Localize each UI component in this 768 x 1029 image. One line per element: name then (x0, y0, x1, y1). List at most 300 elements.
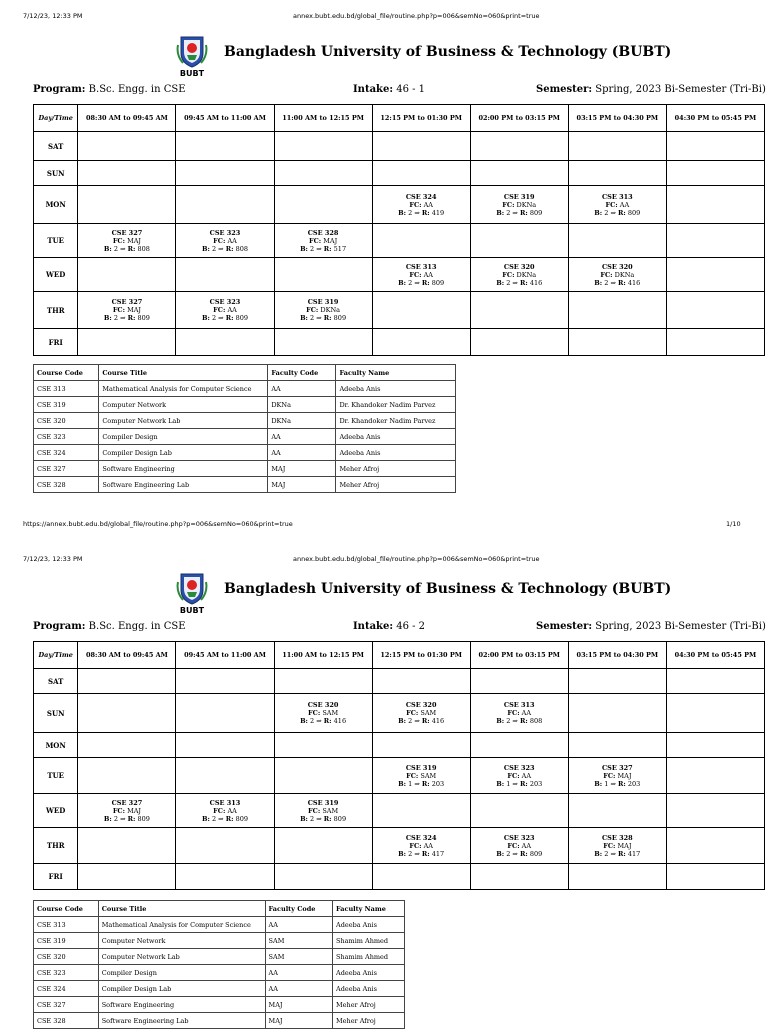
course-title-cell: Compiler Design (98, 965, 265, 981)
day-label: TUE (34, 758, 78, 794)
time-slot-header: 12:15 PM to 01:30 PM (372, 642, 470, 669)
course-column-header: Faculty Name (333, 901, 405, 917)
empty-slot (78, 758, 176, 794)
faculty-name-cell: Dr. Khandoker Nadim Parvez (336, 413, 456, 429)
empty-slot (372, 132, 470, 161)
empty-slot (666, 258, 764, 292)
empty-slot (666, 733, 764, 758)
class-slot (568, 258, 666, 292)
course-column-header: Faculty Name (336, 365, 456, 381)
empty-slot (176, 758, 274, 794)
faculty-name-cell: Meher Afroj (333, 997, 405, 1013)
empty-slot (274, 329, 372, 356)
class-slot (568, 186, 666, 224)
course-code-cell: CSE 327 (34, 997, 99, 1013)
empty-slot (176, 864, 274, 890)
class-slot (568, 758, 666, 794)
course-row (34, 917, 405, 933)
empty-slot (78, 329, 176, 356)
faculty-code: FC: MAJ (603, 841, 632, 850)
course-column-header: Course Title (98, 901, 265, 917)
course-code: CSE 319 (405, 763, 437, 772)
faculty-code: FC: AA (409, 841, 433, 850)
university-title: Bangladesh University of Business & Technology (BUBT) (224, 581, 672, 597)
time-slot-header: 02:00 PM to 03:15 PM (470, 105, 568, 132)
time-slot-header: 09:45 AM to 11:00 AM (176, 105, 274, 132)
course-row (34, 965, 405, 981)
class-slot (78, 292, 176, 329)
empty-slot (666, 864, 764, 890)
day-row (34, 258, 765, 292)
faculty-code-cell: AA (268, 445, 336, 461)
empty-slot (470, 794, 568, 828)
course-title-cell: Software Engineering (98, 997, 265, 1013)
course-code: CSE 319 (503, 192, 535, 201)
course-code: CSE 320 (503, 262, 535, 271)
course-code: CSE 323 (209, 298, 241, 306)
batch-room: B: 1 ⇒ R: 203 (594, 779, 641, 788)
empty-slot (274, 132, 372, 161)
batch-room: B: 1 ⇒ R: 203 (398, 779, 445, 788)
empty-slot (176, 161, 274, 186)
faculty-code: FC: MAJ (112, 306, 142, 314)
course-code: CSE 319 (307, 298, 339, 306)
day-row (34, 292, 765, 329)
day-label: THR (34, 828, 78, 864)
footer-url: https://annex.bubt.edu.bd/global_file/routine.php?p=006&semNo=060&print=true (23, 520, 293, 528)
print-url: annex.bubt.edu.bd/global_file/routine.php?p=006&semNo=060&print=true (293, 12, 540, 20)
course-row (34, 413, 456, 429)
batch-room: B: 2 ⇒ R: 809 (201, 314, 249, 322)
batch-room: B: 2 ⇒ R: 417 (398, 849, 445, 858)
course-row (34, 997, 405, 1013)
bubt-logo-icon (175, 33, 209, 77)
batch-room: B: 2 ⇒ R: 417 (594, 849, 641, 858)
empty-slot (176, 694, 274, 733)
batch-room: B: 2 ⇒ R: 808 (103, 244, 150, 253)
class-slot (78, 224, 176, 258)
course-title-cell: Compiler Design Lab (99, 445, 268, 461)
empty-slot (274, 733, 372, 758)
faculty-code-cell: AA (265, 981, 332, 997)
day-row (34, 224, 765, 258)
course-row (34, 949, 405, 965)
course-table (33, 364, 456, 493)
course-code-cell: CSE 313 (34, 381, 99, 397)
empty-slot (568, 694, 666, 733)
course-column-header: Faculty Code (268, 365, 336, 381)
empty-slot (372, 669, 470, 694)
course-column-header: Course Code (34, 365, 99, 381)
course-row (34, 933, 405, 949)
faculty-code: FC: MAJ (308, 236, 338, 245)
faculty-code: FC: AA (507, 709, 532, 717)
faculty-code: FC: AA (213, 806, 237, 815)
time-slot-header: 02:00 PM to 03:15 PM (470, 642, 568, 669)
empty-slot (568, 292, 666, 329)
empty-slot (274, 186, 372, 224)
course-title-cell: Mathematical Analysis for Computer Science (98, 917, 265, 933)
day-label: WED (34, 794, 78, 828)
faculty-code: FC: MAJ (603, 771, 632, 780)
empty-slot (470, 292, 568, 329)
faculty-code: FC: DKNa (502, 200, 537, 209)
print-url: annex.bubt.edu.bd/global_file/routine.php?p=006&semNo=060&print=true (293, 555, 540, 563)
empty-slot (666, 758, 764, 794)
intake-info: Intake: 46 - 2 (353, 621, 426, 632)
page-number: 1/10 (726, 520, 741, 528)
course-code: CSE 327 (601, 763, 633, 772)
faculty-code: FC: MAJ (112, 236, 142, 245)
faculty-name-cell: Shamim Ahmed (333, 933, 405, 949)
faculty-code: FC: AA (213, 306, 237, 314)
course-code-cell: CSE 320 (34, 413, 99, 429)
course-code: CSE 320 (307, 701, 339, 709)
course-row (34, 1013, 405, 1029)
empty-slot (176, 132, 274, 161)
empty-slot (78, 694, 176, 733)
class-slot (176, 292, 274, 329)
course-code: CSE 327 (111, 298, 143, 306)
time-slot-header: 03:15 PM to 04:30 PM (568, 105, 666, 132)
day-row (34, 669, 765, 694)
empty-slot (274, 161, 372, 186)
empty-slot (666, 132, 764, 161)
empty-slot (372, 224, 470, 258)
empty-slot (470, 733, 568, 758)
faculty-code-cell: SAM (265, 933, 332, 949)
faculty-code-cell: MAJ (268, 477, 336, 493)
day-row (34, 733, 765, 758)
empty-slot (78, 669, 176, 694)
empty-slot (372, 794, 470, 828)
day-label: THR (34, 292, 78, 329)
routine-header-row (34, 105, 765, 132)
day-row (34, 828, 765, 864)
empty-slot (666, 161, 764, 186)
program-info: Program: B.Sc. Engg. in CSE (33, 621, 186, 632)
class-slot (470, 758, 568, 794)
time-slot-header: 04:30 PM to 05:45 PM (666, 642, 764, 669)
empty-slot (666, 224, 764, 258)
class-slot (470, 186, 568, 224)
intake-info: Intake: 46 - 1 (353, 84, 426, 95)
class-slot (176, 224, 274, 258)
empty-slot (666, 292, 764, 329)
course-code-cell: CSE 319 (34, 397, 99, 413)
faculty-code-cell: AA (268, 429, 336, 445)
empty-slot (470, 132, 568, 161)
course-code-cell: CSE 323 (34, 429, 99, 445)
batch-room: B: 2 ⇒ R: 808 (496, 717, 543, 725)
faculty-code: FC: SAM (308, 709, 339, 717)
batch-room: B: 2 ⇒ R: 517 (300, 244, 347, 253)
course-code: CSE 323 (209, 228, 241, 237)
course-code: CSE 328 (307, 228, 339, 237)
faculty-code: FC: AA (507, 841, 532, 850)
empty-slot (274, 828, 372, 864)
course-code: CSE 313 (601, 192, 633, 201)
course-code: CSE 328 (601, 833, 633, 842)
semester-info: Semester: Spring, 2023 Bi-Semester (Tri-Bi) (536, 621, 766, 632)
faculty-code: FC: AA (213, 236, 237, 245)
empty-slot (176, 186, 274, 224)
day-row (34, 694, 765, 733)
empty-slot (666, 828, 764, 864)
empty-slot (568, 669, 666, 694)
course-code: CSE 313 (503, 701, 535, 709)
faculty-code: FC: MAJ (112, 806, 142, 815)
batch-room: B: 2 ⇒ R: 809 (201, 814, 249, 823)
print-datetime: 7/12/23, 12:33 PM (23, 12, 83, 20)
day-label: SUN (34, 161, 78, 186)
faculty-code-cell: DKNa (268, 413, 336, 429)
faculty-code-cell: MAJ (265, 997, 332, 1013)
course-title-cell: Mathematical Analysis for Computer Science (99, 381, 268, 397)
empty-slot (666, 186, 764, 224)
day-row (34, 794, 765, 828)
course-row (34, 381, 456, 397)
empty-slot (666, 794, 764, 828)
day-row (34, 864, 765, 890)
empty-slot (372, 864, 470, 890)
faculty-code: FC: SAM (308, 806, 339, 815)
batch-room: B: 2 ⇒ R: 809 (103, 314, 150, 322)
day-time-header: Day/Time (34, 642, 78, 669)
course-code: CSE 313 (209, 798, 241, 807)
time-slot-header: 11:00 AM to 12:15 PM (274, 105, 372, 132)
course-column-header: Faculty Code (265, 901, 332, 917)
course-row (34, 429, 456, 445)
faculty-name-cell: Adeeba Anis (336, 445, 456, 461)
day-row (34, 186, 765, 224)
batch-room: B: 2 ⇒ R: 809 (496, 849, 543, 858)
class-slot (274, 292, 372, 329)
batch-room: B: 2 ⇒ R: 419 (398, 208, 445, 217)
faculty-name-cell: Adeeba Anis (333, 917, 405, 933)
day-label: TUE (34, 224, 78, 258)
empty-slot (568, 329, 666, 356)
print-datetime: 7/12/23, 12:33 PM (23, 555, 83, 563)
faculty-code-cell: MAJ (268, 461, 336, 477)
routine-page-2 (0, 537, 768, 1024)
empty-slot (176, 329, 274, 356)
class-slot (372, 186, 470, 224)
class-slot (470, 258, 568, 292)
course-code: CSE 323 (503, 763, 535, 772)
day-label: SUN (34, 694, 78, 733)
course-code: CSE 324 (405, 833, 437, 842)
day-label: MON (34, 733, 78, 758)
empty-slot (568, 161, 666, 186)
batch-room: B: 2 ⇒ R: 809 (594, 208, 641, 217)
time-slot-header: 08:30 AM to 09:45 AM (78, 105, 176, 132)
empty-slot (176, 258, 274, 292)
empty-slot (78, 161, 176, 186)
class-slot (470, 694, 568, 733)
batch-room: B: 2 ⇒ R: 416 (300, 717, 347, 725)
empty-slot (78, 258, 176, 292)
course-code-cell: CSE 320 (34, 949, 99, 965)
course-code-cell: CSE 323 (34, 965, 99, 981)
empty-slot (372, 161, 470, 186)
time-slot-header: 04:30 PM to 05:45 PM (666, 105, 764, 132)
course-code: CSE 324 (405, 192, 437, 201)
course-code-cell: CSE 328 (34, 1013, 99, 1029)
course-code: CSE 327 (111, 228, 143, 237)
course-title-cell: Software Engineering (99, 461, 268, 477)
batch-room: B: 2 ⇒ R: 416 (594, 278, 641, 287)
semester-info: Semester: Spring, 2023 Bi-Semester (Tri-Bi) (536, 84, 766, 95)
empty-slot (78, 828, 176, 864)
course-header-row (34, 365, 456, 381)
faculty-name-cell: Adeeba Anis (336, 429, 456, 445)
course-row (34, 397, 456, 413)
class-slot (78, 794, 176, 828)
faculty-code-cell: SAM (265, 949, 332, 965)
batch-room: B: 2 ⇒ R: 809 (398, 278, 445, 287)
empty-slot (372, 329, 470, 356)
empty-slot (568, 794, 666, 828)
faculty-name-cell: Dr. Khandoker Nadim Parvez (336, 397, 456, 413)
faculty-code: FC: SAM (406, 771, 437, 780)
faculty-code-cell: AA (265, 965, 332, 981)
class-slot (372, 258, 470, 292)
course-code-cell: CSE 327 (34, 461, 99, 477)
course-row (34, 461, 456, 477)
faculty-code: FC: DKNa (502, 270, 537, 279)
class-slot (274, 694, 372, 733)
batch-room: B: 1 ⇒ R: 203 (496, 779, 543, 788)
course-title-cell: Computer Network (99, 397, 268, 413)
empty-slot (176, 733, 274, 758)
course-code: CSE 320 (405, 701, 437, 709)
faculty-code-cell: MAJ (265, 1013, 332, 1029)
course-row (34, 445, 456, 461)
course-title-cell: Software Engineering Lab (98, 1013, 265, 1029)
empty-slot (470, 161, 568, 186)
course-code: CSE 327 (111, 798, 143, 807)
program-info: Program: B.Sc. Engg. in CSE (33, 84, 186, 95)
course-code: CSE 313 (405, 262, 437, 271)
empty-slot (372, 733, 470, 758)
batch-room: B: 2 ⇒ R: 416 (398, 717, 445, 725)
course-title-cell: Computer Network Lab (99, 413, 268, 429)
batch-room: B: 2 ⇒ R: 416 (496, 278, 543, 287)
faculty-code: FC: DKNa (306, 306, 341, 314)
class-slot (372, 694, 470, 733)
faculty-code: FC: AA (605, 200, 630, 209)
university-title: Bangladesh University of Business & Technology (BUBT) (224, 44, 672, 60)
course-row (34, 477, 456, 493)
empty-slot (470, 864, 568, 890)
day-row (34, 132, 765, 161)
batch-room: B: 2 ⇒ R: 808 (201, 244, 249, 253)
empty-slot (176, 828, 274, 864)
time-slot-header: 12:15 PM to 01:30 PM (372, 105, 470, 132)
faculty-name-cell: Adeeba Anis (336, 381, 456, 397)
faculty-code: FC: AA (507, 771, 532, 780)
logo-text: BUBT (179, 69, 205, 77)
day-label: FRI (34, 864, 78, 890)
day-label: SAT (34, 132, 78, 161)
class-slot (274, 224, 372, 258)
class-slot (372, 758, 470, 794)
course-code-cell: CSE 324 (34, 445, 99, 461)
course-code-cell: CSE 328 (34, 477, 99, 493)
empty-slot (78, 186, 176, 224)
course-title-cell: Software Engineering Lab (99, 477, 268, 493)
class-slot (470, 828, 568, 864)
day-label: SAT (34, 669, 78, 694)
empty-slot (176, 669, 274, 694)
day-label: WED (34, 258, 78, 292)
empty-slot (78, 733, 176, 758)
course-title-cell: Compiler Design (99, 429, 268, 445)
day-label: MON (34, 186, 78, 224)
course-title-cell: Computer Network Lab (98, 949, 265, 965)
class-slot (176, 794, 274, 828)
logo-text: BUBT (179, 606, 205, 614)
empty-slot (568, 733, 666, 758)
empty-slot (568, 224, 666, 258)
empty-slot (274, 758, 372, 794)
course-title-cell: Compiler Design Lab (98, 981, 265, 997)
empty-slot (274, 669, 372, 694)
empty-slot (568, 864, 666, 890)
routine-table (33, 104, 765, 356)
routine-header-row (34, 642, 765, 669)
course-title-cell: Computer Network (98, 933, 265, 949)
faculty-name-cell: Adeeba Anis (333, 981, 405, 997)
course-header-row (34, 901, 405, 917)
empty-slot (372, 292, 470, 329)
empty-slot (274, 258, 372, 292)
course-column-header: Course Title (99, 365, 268, 381)
day-row (34, 329, 765, 356)
time-slot-header: 11:00 AM to 12:15 PM (274, 642, 372, 669)
day-time-header: Day/Time (34, 105, 78, 132)
faculty-name-cell: Meher Afroj (336, 477, 456, 493)
course-code-cell: CSE 319 (34, 933, 99, 949)
faculty-code: FC: AA (409, 270, 433, 279)
faculty-code: FC: SAM (406, 709, 437, 717)
empty-slot (78, 132, 176, 161)
empty-slot (666, 329, 764, 356)
empty-slot (568, 132, 666, 161)
class-slot (372, 828, 470, 864)
course-code-cell: CSE 324 (34, 981, 99, 997)
bubt-logo-icon (175, 570, 209, 614)
course-code-cell: CSE 313 (34, 917, 99, 933)
faculty-code-cell: DKNa (268, 397, 336, 413)
routine-table (33, 641, 765, 890)
faculty-name-cell: Shamim Ahmed (333, 949, 405, 965)
empty-slot (666, 694, 764, 733)
batch-room: B: 2 ⇒ R: 809 (103, 814, 150, 823)
course-row (34, 981, 405, 997)
empty-slot (470, 329, 568, 356)
faculty-name-cell: Adeeba Anis (333, 965, 405, 981)
class-slot (568, 828, 666, 864)
faculty-name-cell: Meher Afroj (336, 461, 456, 477)
course-code: CSE 320 (601, 262, 633, 271)
course-table (33, 900, 405, 1029)
empty-slot (470, 224, 568, 258)
day-row (34, 758, 765, 794)
batch-room: B: 2 ⇒ R: 809 (300, 314, 347, 322)
course-code: CSE 319 (307, 798, 339, 807)
